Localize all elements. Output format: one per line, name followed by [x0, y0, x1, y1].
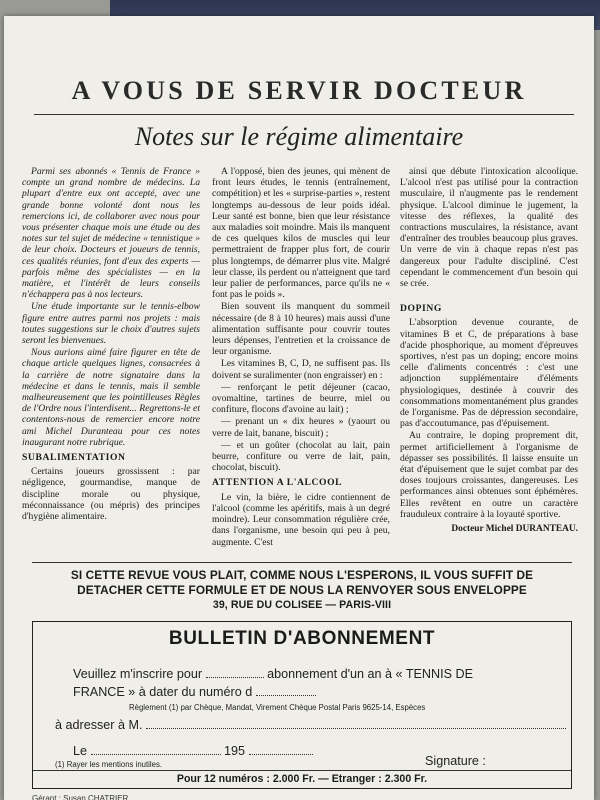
form-line	[73, 744, 313, 758]
start-issue-field[interactable]	[256, 685, 316, 696]
magazine-page	[4, 16, 594, 800]
paragraph: — et un goûter (chocolat au lait, pain beurre, confiture ou verre de lait, pain, chocolat, biscuit).	[212, 439, 390, 474]
paragraph: — renforçant le petit déjeuner (cacao, ovomaltine, tartines de beurre, miel ou confiture, flocons d'avoine au lait) ;	[212, 381, 390, 416]
column-3	[400, 166, 578, 535]
signature-label: Signature :	[425, 754, 486, 768]
form-line	[55, 718, 566, 732]
form-line	[73, 667, 473, 681]
section-heading: ATTENTION A L'ALCOOL	[212, 477, 343, 489]
subheadline: Notes sur le régime alimentaire	[134, 122, 464, 151]
payment-options: Règlement (1) par Chèque, Mandat, Virement Chèque Postal Paris 9625-14, Espèces	[129, 703, 426, 712]
form-label: FRANCE » à dater du numéro d	[73, 685, 253, 699]
paragraph: Nous aurions aimé faire figurer en tête de chaque article quelques lignes, consacrées à la carrière de notre signataire dans la médecine et dans le tennis, mais il semble malheureusement que les pointilleuses Règles de l'Ordre nous l'interdisent... Regrettons-le et contentons-nous de remercier encore notre ami Michel Duranteau pour ces notes inaugurant notre rubrique.	[22, 347, 200, 448]
paragraph: ainsi que débute l'intoxication alcoolique. L'alcool n'est pas utilisé pour la contraction musculaire, il n'augmente pas le rendement physique. L'alcool diminue le jugement, la vitesse des réflexes, la qualité des contractions musculaires, la résistance, avant d'entraîner des troubles beaucoup plus graves. Un verre de vin à chaque repas n'est pas dangereux pour l'adulte discipliné. C'est cependant le commencement d'un besoin qui se crée.	[400, 166, 578, 290]
section-heading: DOPING	[400, 303, 442, 315]
form-label: Veuillez m'inscrire pour	[73, 667, 203, 681]
form-label: à adresser à M.	[55, 718, 143, 732]
paragraph: A l'opposé, bien des jeunes, qui mènent de front leurs études, le tennis (entraînement, compétition) et les « surprise-parties », restent longtemps au-dessous de leur poids idéal. Leur santé est bonne, bien que leur résistance aux maladies soit moindre. Mais ils manquent de ces quelques kilos de muscles qui leur permettraient de frapper plus fort, de courir plus longtemps, de démarrer plus vite. Malgré leur classe, ils perdent ou n'atteignent que tard leur palier de performances, parce qu'ils ne « font pas le poids ».	[212, 166, 390, 301]
column-1	[22, 166, 200, 523]
form-label: abonnement d'un an à « TENNIS DE	[267, 667, 473, 681]
promo-rule	[32, 562, 572, 563]
paragraph: Une étude importante sur le tennis-elbow figure entre autres parmi nos projets : mais toutes suggestions sur le choix d'autres sujets seront les bienvenues.	[22, 301, 200, 347]
paragraph: L'absorption devenue courante, de vitamines B et C, de préparations à base d'acide phosphorique, au moment d'épreuves sportives, n'est pas un doping; encore moins celle d'aliments concentrés : c'est une adjonction supplémentaire d'éléments physiologiques, destinée à couvrir des consommations momentanément plus grandes de l'organisme. Pas de dépression secondaire, pas d'accoutumance, pas d'épuisement.	[400, 317, 578, 430]
paragraph: Parmi ses abonnés « Tennis de France » compte un grand nombre de médecins. La plupart d'entre eux ont accepté, avec une grande bonne volonté dont nous les remercions ici, de collaborer avec nous pour vous présenter chaque mois une étude ou des notes sur tel sujet de médecine « tennistique » de leur choix. Docteurs et joueurs de tennis, ces qualités réunies, font d'eux des experts — parfois même des spécialistes — en la matière, et l'intérêt de leurs conseils n'échappera pas à nos lecteurs.	[22, 166, 200, 301]
paragraph: Les vitamines B, C, D, ne suffisent pas. Ils doivent se suralimenter (non engraisser) en :	[212, 358, 390, 381]
form-note: (1) Rayer les mentions inutiles.	[55, 760, 163, 769]
promo-line: SI CETTE REVUE VOUS PLAIT, COMME NOUS L'ESPERONS, IL VOUS SUFFIT DE	[70, 568, 534, 582]
headline-rule	[34, 114, 574, 115]
promo-text	[32, 568, 572, 613]
column-2	[212, 166, 390, 549]
headline: A VOUS DE SERVIR DOCTEUR	[71, 76, 527, 105]
form-line	[425, 754, 486, 768]
form-label: Le	[73, 744, 88, 758]
promo-line: DETACHER CETTE FORMULE ET DE NOUS LA RENVOYER SOUS ENVELOPPE	[77, 583, 527, 597]
address-field[interactable]	[146, 718, 566, 729]
subscription-form	[32, 621, 572, 789]
form-title: BULLETIN D'ABONNEMENT	[168, 628, 436, 649]
promo-address: 39, RUE DU COLISEE — PARIS-VIII	[212, 599, 392, 611]
author-signature: Docteur Michel DURANTEAU.	[451, 524, 578, 535]
paragraph: Au contraire, le doping proprement dit, permet artificiellement à l'organisme de dépasser ses possibilités. Il laisse ensuite un état d'épuisement que le sujet combat par des doses toujours croissantes, dangereuses. Les performances ainsi obtenues sont éphémères. Elles revêtent en outre un caractère frauduleux contraire à la loyauté sportive.	[400, 430, 578, 520]
year-label: 195	[224, 744, 246, 758]
paragraph: Bien souvent ils manquent du sommeil nécessaire (de 8 à 10 heures) mais aussi d'une alimentation suffisante pour couvrir toutes leurs dépenses, l'entretien et la croissance de leur organisme.	[212, 301, 390, 358]
year-field[interactable]	[249, 744, 313, 755]
section-heading: SUBALIMENTATION	[22, 452, 126, 464]
paragraph: Certains joueurs grossissent : par négligence, gourmandise, manque de discipline morale ou physique, méconnaissance (ou mépris) des principes d'hygiène alimentaire.	[22, 466, 200, 523]
publication-footer: Gérant : Susan CHATRIER	[32, 794, 129, 800]
paragraph: Le vin, la bière, le cidre contiennent de l'alcool (comme les apéritifs, mais à un degré moindre). Leur consommation régulière crée, dans l'organisme, une besoin qui peu à peu, augmente. C'est	[212, 491, 390, 548]
copies-field[interactable]	[206, 667, 264, 678]
paragraph: — prenant un « dix heures » (yaourt ou verre de lait, banane, biscuit) ;	[212, 416, 390, 439]
form-line	[73, 685, 316, 699]
date-field[interactable]	[91, 744, 221, 755]
price-line: Pour 12 numéros : 2.000 Fr. — Etranger : 2.300 Fr.	[33, 770, 571, 785]
